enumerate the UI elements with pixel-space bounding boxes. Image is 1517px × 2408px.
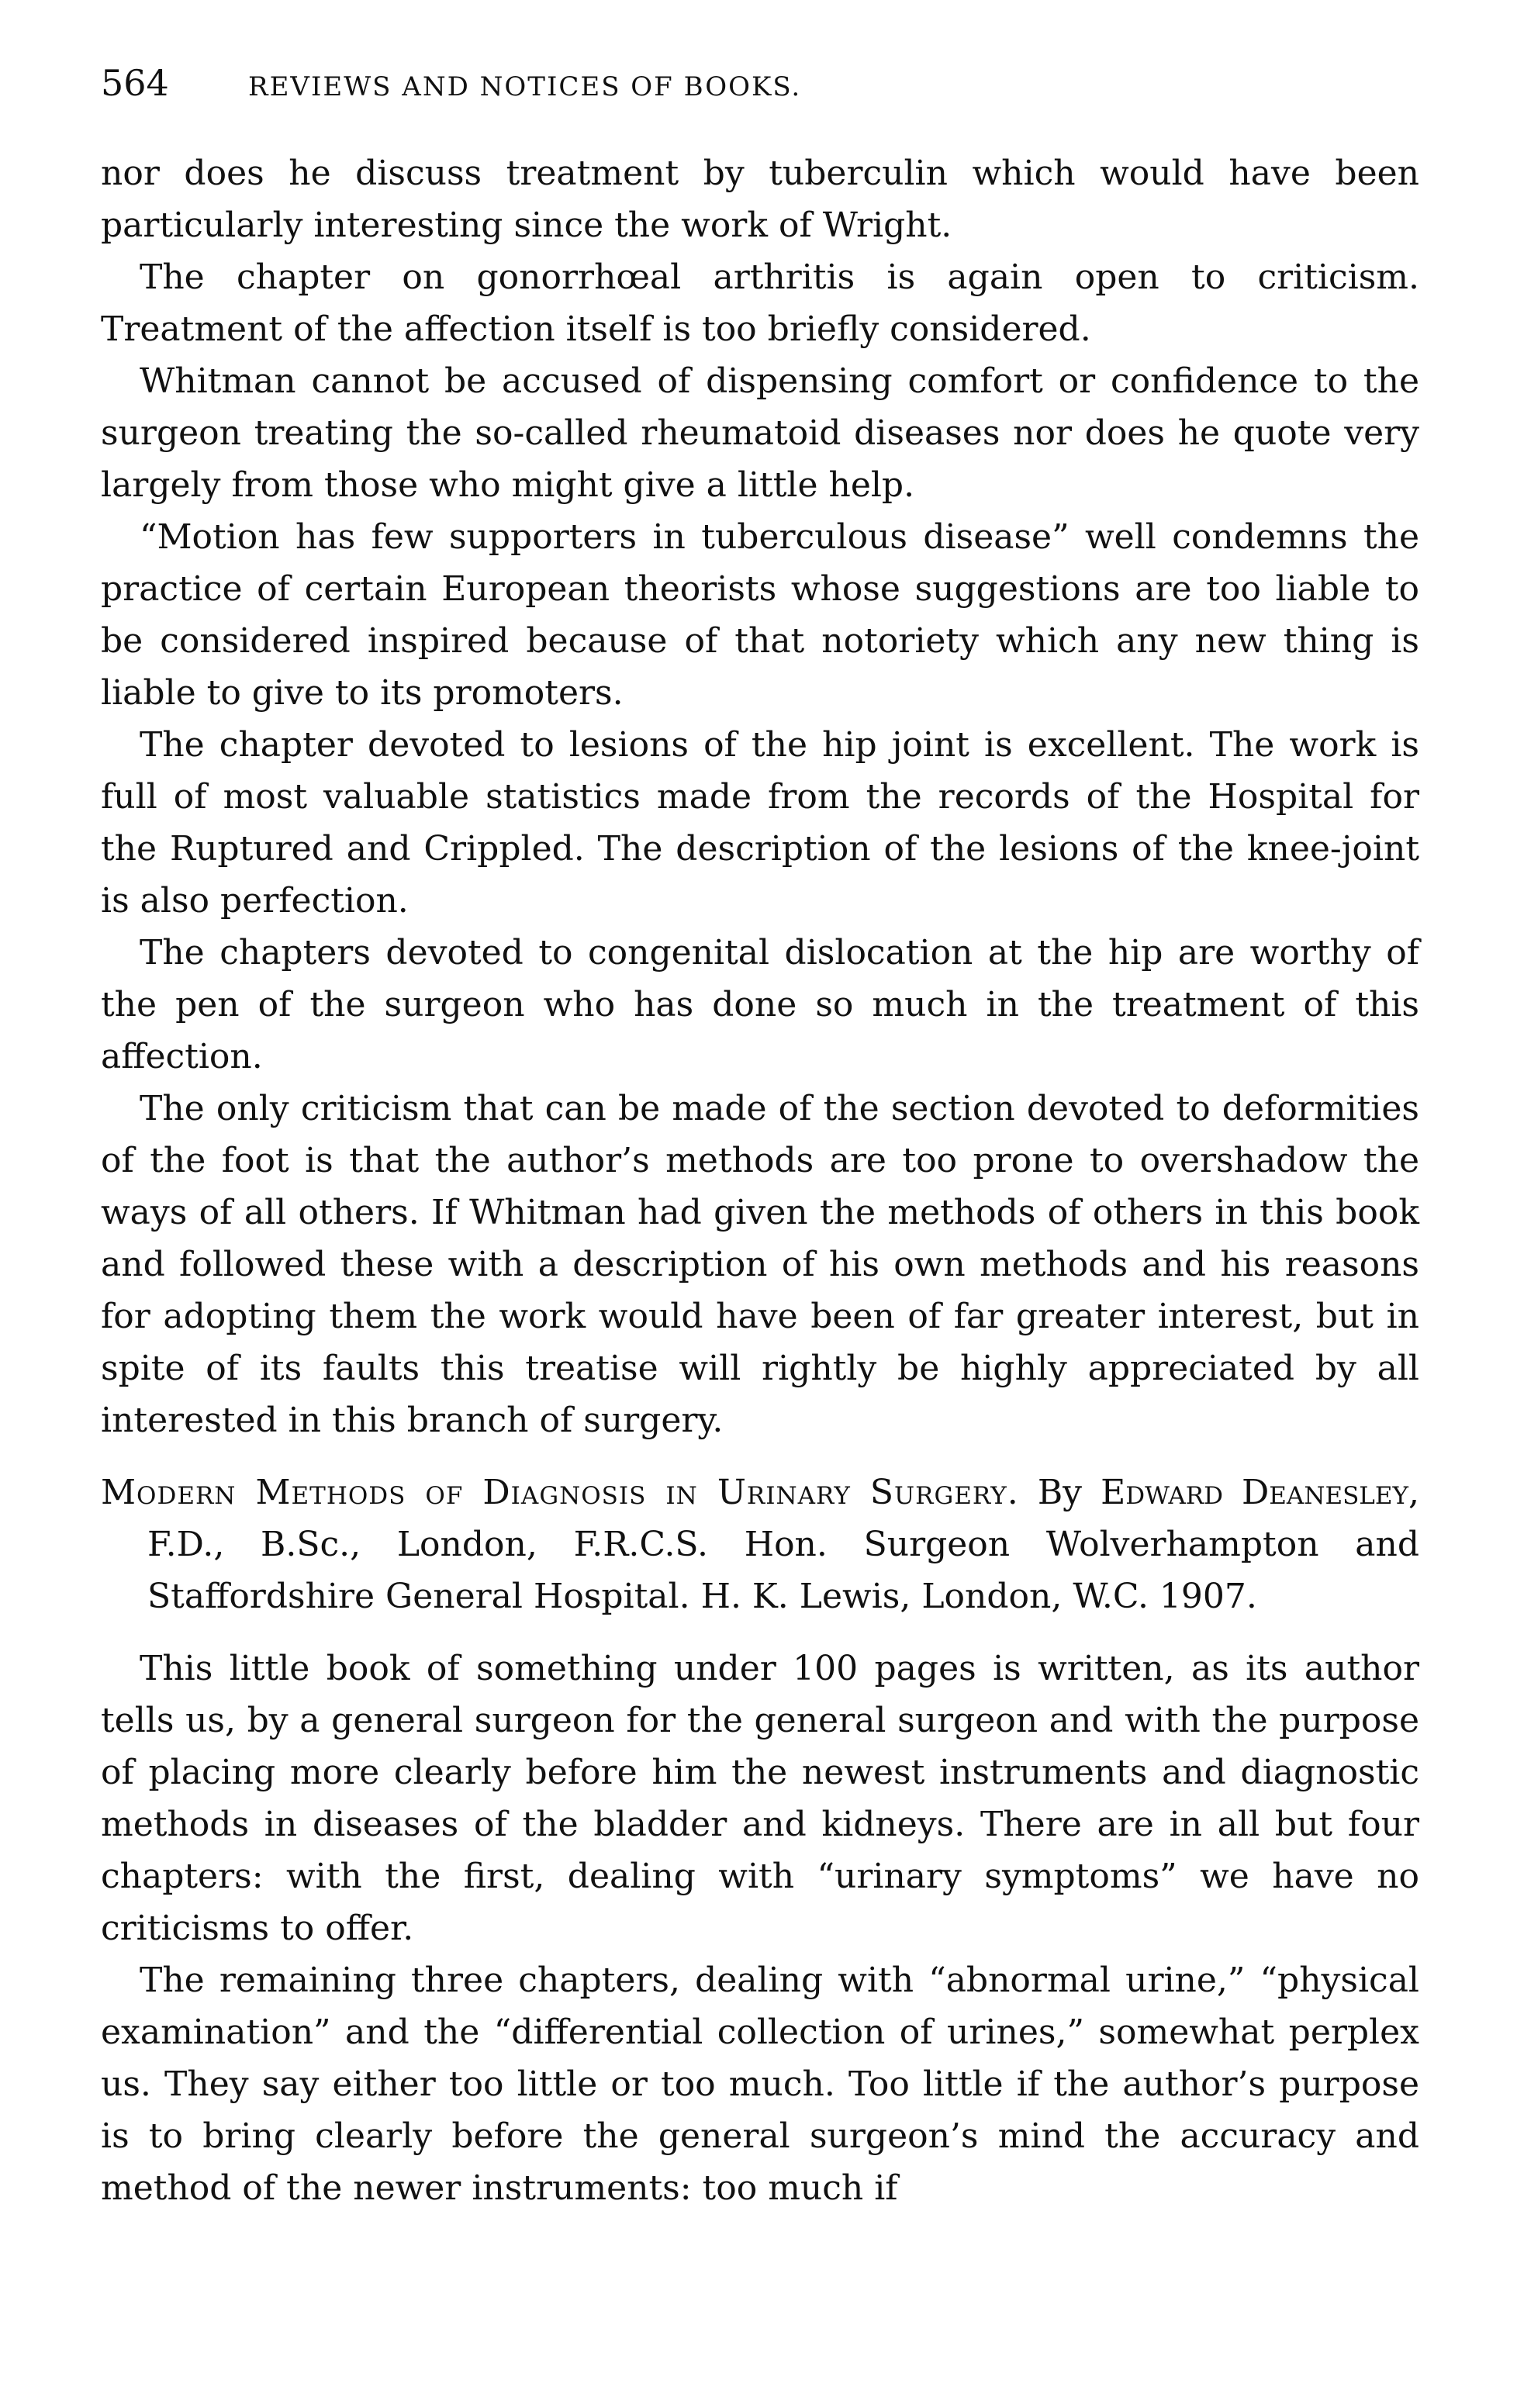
review-continuation xyxy=(101,147,1419,1446)
book-author: Edward Deanesley, xyxy=(1101,1473,1419,1512)
body-paragraph: The chapter devoted to lesions of the hip joint is excellent. The work is full of most valuable statistics made from the records of the Hospital for the Ruptured and Crippled. The description of the lesions of the knee-joint is also perfection. xyxy=(101,725,1419,921)
body-paragraph: The remaining three chapters, dealing with “abnormal urine,” “physical examination” and the “differential collection of urines,” somewhat perplex us. They say either too little or too much. Too little if the author’s purpose is to bring clearly before the general surgeon’s mind the accuracy and method of the newer instruments: too much if xyxy=(101,1961,1419,2208)
new-review-body xyxy=(101,1643,1419,2214)
page-number: 564 xyxy=(101,62,169,104)
by-word: By xyxy=(1037,1473,1083,1512)
body-paragraph: nor does he discuss treatment by tuberculin which would have been particularly interesting since the work of Wright. xyxy=(101,154,1419,245)
running-title: REVIEWS AND NOTICES OF BOOKS. xyxy=(248,71,802,102)
body-paragraph: The chapter on gonorrhœal arthritis is again open to criticism. Treatment of the affection itself is too briefly considered. xyxy=(101,257,1419,349)
body-paragraph: Whitman cannot be accused of dispensing comfort or confidence to the surgeon treating the so-called rheumatoid diseases nor does he quote very largely from those who might give a little help. xyxy=(101,361,1419,505)
book-credentials: F.D., B.Sc., London, F.R.C.S. Hon. Surgeon Wolverhampton and Staffordshire General Hospital. H. K. Lewis, London, W.C. 1907. xyxy=(147,1525,1419,1616)
book-citation-heading xyxy=(101,1467,1419,1622)
body-paragraph: The chapters devoted to congenital dislocation at the hip are worthy of the pen of the surgeon who has done so much in the treatment of this affection. xyxy=(101,933,1419,1076)
body-paragraph: This little book of something under 100 pages is written, as its author tells us, by a general surgeon for the general surgeon and with the purpose of placing more clearly before him the newest instruments and diagnostic methods in diseases of the bladder and kidneys. There are in all but four chapters: with the first, dealing with “urinary symptoms” we have no criticisms to offer. xyxy=(101,1649,1419,1948)
book-title: Modern Methods of Diagnosis in Urinary Surgery. xyxy=(101,1473,1019,1512)
running-head xyxy=(101,62,1419,116)
body-paragraph: “Motion has few supporters in tuberculous disease” well condemns the practice of certain European theorists whose suggestions are too liable to be considered inspired because of that notoriety which any new thing is liable to give to its promoters. xyxy=(101,517,1419,713)
book-page xyxy=(101,62,1419,2214)
body-paragraph: The only criticism that can be made of the section devoted to deformities of the foot is that the author’s methods are too prone to overshadow the ways of all others. If Whitman had given the methods of others in this book and followed these with a description of his own methods and his reasons for adopting them the work would have been of far greater interest, but in spite of its faults this treatise will rightly be highly appreciated by all interested in this branch of surgery. xyxy=(101,1089,1419,1440)
